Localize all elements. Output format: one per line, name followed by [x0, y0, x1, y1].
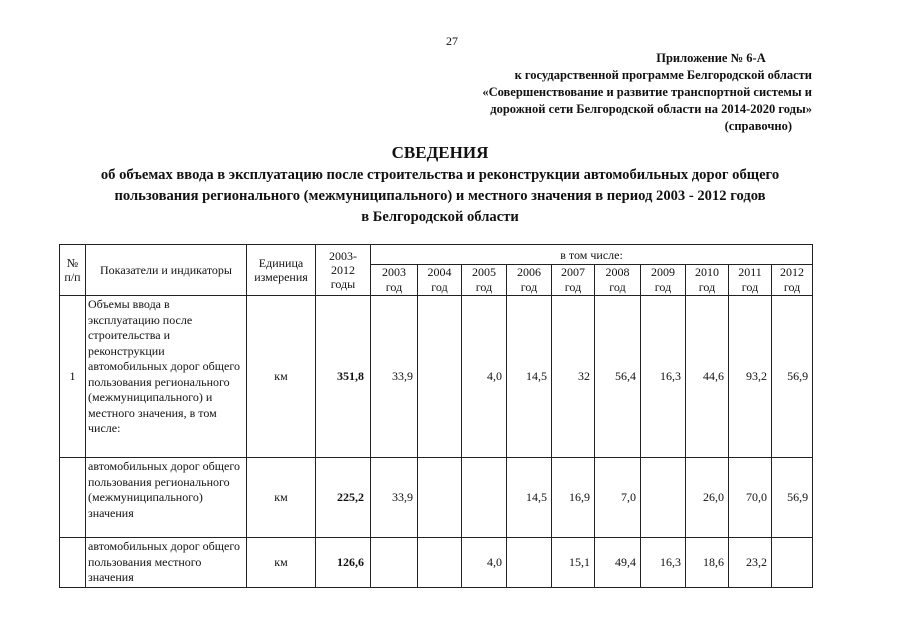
row-indicator: автомобильных дорог общего пользования местного значения [86, 538, 247, 588]
table-row [60, 458, 813, 538]
year-header-2003 [371, 265, 418, 296]
year-header-2011 [729, 265, 772, 296]
header-including: в том числе: [371, 245, 813, 265]
row-value-2010: 18,6 [686, 538, 729, 588]
row-value-2006 [507, 538, 552, 588]
row-indicator: Объемы ввода в эксплуатацию после строительства и реконструкции автомобильных дорог общего пользования регионального (межмуниципального) и местного значения, в том числе: [86, 296, 247, 458]
year-label: 2011 [738, 265, 762, 279]
row-value-2006: 14,5 [507, 296, 552, 458]
row-value-2007: 16,9 [552, 458, 595, 538]
row-value-2005 [462, 458, 507, 538]
annex-line-2: «Совершенствование и развитие транспортной системы и [482, 85, 812, 99]
annex-header [470, 50, 812, 135]
year-suffix: год [564, 280, 582, 294]
year-suffix: год [654, 280, 672, 294]
row-indicator: автомобильных дорог общего пользования регионального (межмуниципального) значения [86, 458, 247, 538]
year-suffix: год [385, 280, 403, 294]
row-total: 351,8 [316, 296, 371, 458]
row-value-2012: 56,9 [772, 296, 813, 458]
row-value-2008: 7,0 [595, 458, 641, 538]
subtitle-line-1: об объемах ввода в эксплуатацию после строительства и реконструкции автомобильных дорог общего [100, 167, 780, 183]
table-row [60, 296, 813, 458]
row-value-2004 [418, 538, 462, 588]
data-table [59, 244, 813, 588]
row-value-2010: 44,6 [686, 296, 729, 458]
year-header-2006 [507, 265, 552, 296]
row-total: 126,6 [316, 538, 371, 588]
year-suffix: год [609, 280, 626, 294]
row-value-2007: 15,1 [552, 538, 595, 588]
year-header-2005 [462, 265, 507, 296]
year-label: 2008 [605, 265, 630, 279]
year-header-2007 [552, 265, 595, 296]
year-suffix: год [698, 280, 716, 294]
year-label: 2009 [651, 265, 675, 279]
row-value-2009: 16,3 [641, 296, 686, 458]
row-value-2003: 33,9 [371, 458, 418, 538]
row-value-2006: 14,5 [507, 458, 552, 538]
row-unit: км [247, 458, 316, 538]
year-label: 2004 [427, 265, 452, 279]
header-total-a: 2003- [329, 249, 357, 263]
row-value-2003 [371, 538, 418, 588]
header-total [316, 245, 371, 296]
year-header-2008 [595, 265, 641, 296]
year-suffix: год [741, 280, 759, 294]
row-value-2011: 23,2 [729, 538, 772, 588]
row-unit: км [247, 538, 316, 588]
annex-note: (справочно) [724, 119, 792, 133]
row-value-2011: 93,2 [729, 296, 772, 458]
row-value-2012 [772, 538, 813, 588]
year-header-2012 [772, 265, 813, 296]
page-number: 27 [446, 34, 458, 48]
row-value-2008: 56,4 [595, 296, 641, 458]
row-value-2009 [641, 458, 686, 538]
row-num [60, 538, 86, 588]
year-suffix: год [475, 280, 493, 294]
row-value-2011: 70,0 [729, 458, 772, 538]
row-value-2003: 33,9 [371, 296, 418, 458]
year-label: 2003 [382, 265, 406, 279]
header-num: № п/п [60, 245, 86, 296]
year-header-2010 [686, 265, 729, 296]
annex-line-1: к государственной программе Белгородской области [514, 68, 812, 82]
row-value-2007: 32 [552, 296, 595, 458]
annex-title: Приложение № 6-А [656, 51, 766, 65]
subtitle-line-2: пользования регионального (межмуниципального) и местного значения в период 2003 - 2012 годов [114, 188, 766, 204]
year-suffix: год [520, 280, 538, 294]
row-total: 225,2 [316, 458, 371, 538]
year-label: 2006 [517, 265, 541, 279]
row-value-2009: 16,3 [641, 538, 686, 588]
row-value-2008: 49,4 [595, 538, 641, 588]
row-value-2010: 26,0 [686, 458, 729, 538]
row-value-2005: 4,0 [462, 296, 507, 458]
header-total-b: 2012 [331, 263, 355, 277]
row-num [60, 458, 86, 538]
table-row [60, 538, 813, 588]
row-value-2012: 56,9 [772, 458, 813, 538]
row-num: 1 [60, 296, 86, 458]
year-label: 2012 [780, 265, 805, 279]
row-value-2004 [418, 296, 462, 458]
document-title: СВЕДЕНИЯ [391, 143, 489, 162]
document-subtitle [0, 165, 880, 228]
row-unit: км [247, 296, 316, 458]
row-value-2004 [418, 458, 462, 538]
year-suffix: год [783, 280, 801, 294]
year-suffix: год [431, 280, 448, 294]
year-label: 2005 [472, 265, 496, 279]
table-body [60, 296, 813, 588]
header-indicator: Показатели и индикаторы [86, 245, 247, 296]
header-unit: Единица измерения [247, 245, 316, 296]
subtitle-line-3: в Белгородской области [361, 209, 519, 225]
annex-line-3: дорожной сети Белгородской области на 2014-2020 годы» [490, 102, 812, 116]
year-header-2009 [641, 265, 686, 296]
year-label: 2007 [561, 265, 585, 279]
year-header-2004 [418, 265, 462, 296]
row-value-2005: 4,0 [462, 538, 507, 588]
header-total-c: годы [330, 277, 356, 291]
year-label: 2010 [695, 265, 719, 279]
